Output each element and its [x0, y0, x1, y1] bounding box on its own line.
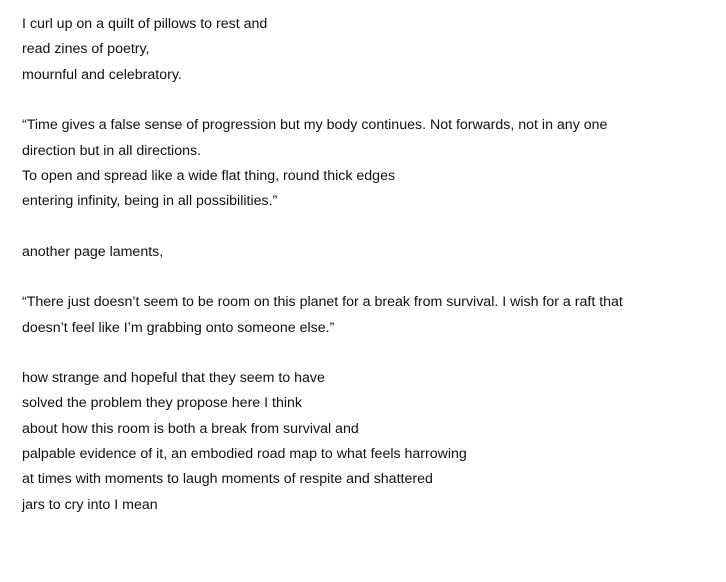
poem-line: palpable evidence of it, an embodied road map to what feels harrowing [22, 446, 467, 463]
poem-line: “There just doesn’t seem to be room on this planet for a break from survival. I wish for a raft that [22, 294, 623, 311]
poem-line: mournful and celebratory. [22, 66, 182, 83]
poem-line: direction but in all directions. [22, 142, 202, 159]
poem-line: To open and spread like a wide flat thing, round thick edges [22, 167, 396, 184]
poem-line: about how this room is both a break from survival and [22, 420, 359, 437]
poem-line: I curl up on a quilt of pillows to rest and [22, 16, 268, 32]
poem-document [22, 12, 712, 543]
stanza-5 [22, 366, 712, 518]
poem-line: how strange and hopeful that they seem to have [22, 369, 325, 386]
poem-line: another page laments, [22, 243, 164, 260]
poem-line: read zines of poetry, [22, 41, 150, 58]
poem-line: at times with moments to laugh moments of respite and shattered [22, 471, 433, 488]
poem-line: solved the problem they propose here I think [22, 395, 302, 412]
stanza-1 [22, 12, 712, 88]
poem-line: entering infinity, being in all possibilities.” [22, 193, 278, 210]
stanza-2 [22, 113, 712, 215]
poem-line: jars to cry into I mean [22, 496, 158, 513]
poem-line: “Time gives a false sense of progression but my body continues. Not forwards, not in any one [22, 117, 608, 134]
stanza-3 [22, 240, 712, 265]
stanza-4 [22, 290, 712, 341]
poem-line: doesn’t feel like I’m grabbing onto someone else.” [22, 319, 335, 336]
